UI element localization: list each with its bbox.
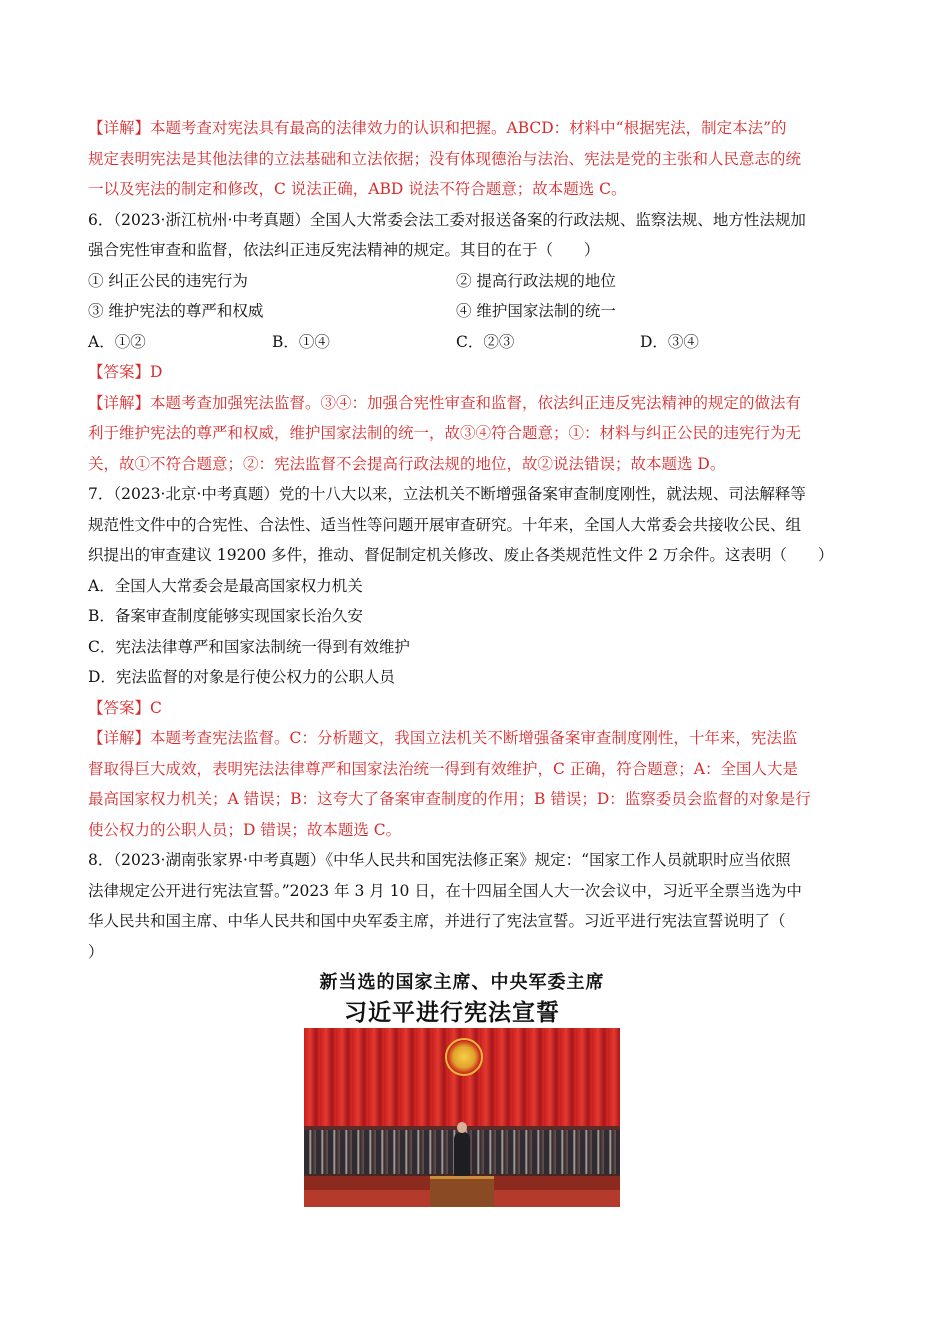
- analysis-q5-line3: 一以及宪法的制定和修改，C 说法正确，ABD 说法不符合题意；故本题选 C。: [88, 180, 627, 198]
- q6-stem-line1: 6．（2023·浙江杭州·中考真题）全国人大常委会法工委对报送备案的行政法规、监察法规、地方性法规加: [88, 210, 806, 229]
- podium: [430, 1176, 494, 1207]
- q6-item-3: ③ 维护宪法的尊严和权威: [88, 302, 264, 320]
- q8-stem-line2: 法律规定公开进行宪法宣誓。”2023 年 3 月 10 日，在十四届全国人大一次会议中，习近平全票当选为中: [88, 881, 802, 900]
- q7-answer: 【答案】C: [88, 698, 162, 717]
- figure-title-line1: 新当选的国家主席、中央军委主席: [319, 972, 605, 993]
- q6-choice-b: B．①④: [272, 332, 330, 351]
- page-content: [88, 113, 878, 967]
- q6-choices: [88, 327, 878, 358]
- figure-title-line2: 习近平进行宪法宣誓: [344, 1000, 560, 1026]
- q8-stem-line3: 华人民共和国主席、中华人民共和国中央军委主席，并进行了宪法宣誓。习近平进行宪法宣誓说明了（: [88, 912, 786, 930]
- q6-analysis-line1: 【详解】本题考查加强宪法监督。③④：加强合宪性审查和监督，依法纠正违反宪法精神的规定的做法有: [88, 393, 802, 412]
- q7-choice-a: A．全国人大常委会是最高国家权力机关: [88, 576, 363, 595]
- q6-items-row1: [88, 266, 878, 297]
- q6-answer: 【答案】D: [88, 363, 163, 381]
- q6-choice-c: C．②③: [456, 332, 515, 351]
- q8-stem-line1: 8．（2023·湖南张家界·中考真题）《中华人民共和国宪法修正案》规定：“国家工作人员就职时应当依照: [88, 851, 791, 869]
- q6-choice-a: A．①②: [88, 332, 146, 351]
- q6-item-1: ① 纠正公民的违宪行为: [88, 271, 248, 290]
- q7-choice-d: D．宪法监督的对象是行使公权力的公职人员: [88, 668, 395, 686]
- q7-analysis-line1: 【详解】本题考查宪法监督。C：分析题文，我国立法机关不断增强备案审查制度刚性，十年来，宪法监: [88, 729, 798, 747]
- oath-figure: [304, 968, 620, 1207]
- q7-choice-c: C．宪法法律尊严和国家法制统一得到有效维护: [88, 637, 410, 656]
- q6-items-row2: [88, 296, 878, 327]
- q6-analysis-line2: 利于维护宪法的尊严和权威，维护国家法制的统一，故③④符合题意；①：材料与纠正公民的违宪行为无: [88, 424, 802, 442]
- oath-photo: [304, 1028, 620, 1207]
- q7-stem-line2: 规范性文件中的合宪性、合法性、适当性等问题开展审查研究。十年来，全国人大常委会共接收公民、组: [88, 515, 802, 534]
- q7-stem-line3: 织提出的审查建议 19200 多件，推动、督促制定机关修改、废止各类规范性文件 2 万余件。这表明（ ）: [88, 546, 834, 564]
- q6-item-2: ② 提高行政法规的地位: [456, 271, 616, 290]
- q7-analysis-line3: 最高国家权力机关；A 错误；B：这夸大了备案审查制度的作用；B 错误；D：监察委员会监督的对象是行: [88, 790, 811, 808]
- q8-stem-line4: ）: [88, 942, 104, 961]
- q7-analysis-line4: 使公权力的公职人员；D 错误；故本题选 C。: [88, 820, 402, 839]
- national-emblem-icon: [445, 1038, 483, 1076]
- q7-analysis-line2: 督取得巨大成效，表明宪法法律尊严和国家法治统一得到有效维护，C 正确，符合题意；A：全国人大是: [88, 759, 798, 778]
- q6-choice-d: D．③④: [640, 332, 699, 351]
- analysis-q5-line2: 规定表明宪法是其他法律的立法基础和立法依据；没有体现德治与法治、宪法是党的主张和人民意志的统: [88, 149, 802, 168]
- q7-choice-b: B．备案审查制度能够实现国家长治久安: [88, 607, 363, 625]
- q7-stem-line1: 7．（2023·北京·中考真题）党的十八大以来，立法机关不断增强备案审查制度刚性，就法规、司法解释等: [88, 485, 806, 503]
- q6-item-4: ④ 维护国家法制的统一: [456, 302, 616, 320]
- q6-analysis-line3: 关，故①不符合题意；②：宪法监督不会提高行政法规的地位，故②说法错误；故本题选 D。: [88, 454, 726, 473]
- oath-taker: [454, 1132, 470, 1176]
- q6-stem-line2: 强合宪性审查和监督，依法纠正违反宪法精神的规定。其目的在于（ ）: [88, 241, 600, 259]
- analysis-q5-line1: 【详解】本题考查对宪法具有最高的法律效力的认识和把握。ABCD：材料中“根据宪法，制定本法”的: [88, 119, 787, 137]
